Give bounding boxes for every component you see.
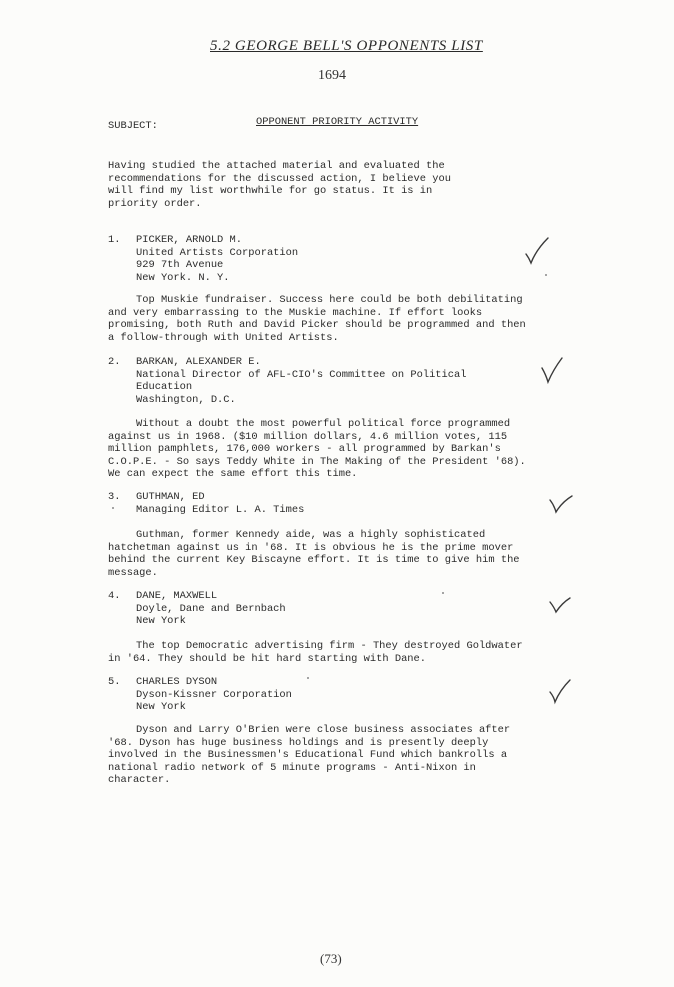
item-address [136, 676, 496, 714]
item-description [108, 418, 528, 481]
address-line: New York [136, 701, 186, 714]
description-text: Guthman, former Kennedy aide, was a highly sophisticated hatchetman against us in '68. It is obvious he is the prime mover behind the current Key Biscayne effort. It is time to give him the message. [108, 529, 520, 579]
check-mark-icon [548, 594, 574, 620]
item-description [108, 724, 528, 787]
address-line: 929 7th Avenue [136, 259, 224, 272]
description-text: Without a doubt the most powerful political force programmed against us in 1968. ($10 million dollars, 4.6 million votes, 115 million pamphlets, 176,000 workers - all programmed by Barkan's C.O.P.E. - So says Teddy White in The Making of the President '68). We can expect the same effort this time. [108, 418, 526, 481]
check-mark-icon [540, 358, 566, 384]
scan-speck [442, 592, 444, 594]
check-mark-icon [548, 680, 574, 706]
address-line: Education [136, 381, 193, 394]
description-text: Dyson and Larry O'Brien were close business associates after '68. Dyson has huge business holdings and is presently deeply involved in the Businessmen's Educational Fund which bankrolls a national radio network of 5 minute programs - Anti-Nixon in character. [108, 724, 511, 787]
description-text: Top Muskie fundraiser. Success here could be both debilitating and very embarrassing to the Muskie machine. If effort looks promising, both Ruth and David Picker should be programmed and then a follow-through with United Artists. [108, 294, 526, 344]
item-description [108, 529, 528, 579]
address-line: Washington, D.C. [136, 393, 236, 406]
item-address [136, 356, 496, 406]
scan-speck [545, 274, 547, 276]
item-number: 5. [108, 676, 121, 688]
check-mark-icon [548, 492, 574, 518]
item-name: DANE, MAXWELL [136, 590, 218, 602]
address-line: Managing Editor L. A. Times [136, 503, 305, 516]
document-number: 1694 [318, 68, 346, 83]
address-line: Dyson-Kissner Corporation [136, 688, 292, 701]
scan-speck [307, 677, 309, 679]
item-address [136, 234, 496, 284]
description-text: The top Democratic advertising firm - They destroyed Goldwater in '64. They should be hit hard starting with Dane. [108, 640, 523, 665]
section-title: 5.2 GEORGE BELL'S OPPONENTS LIST [210, 38, 483, 54]
item-number: 2. [108, 356, 121, 368]
item-description [108, 294, 528, 344]
item-address [136, 491, 496, 516]
address-line: National Director of AFL-CIO's Committee on Political [136, 368, 467, 381]
page-number: (73) [320, 951, 342, 966]
subject-value: OPPONENT PRIORITY ACTIVITY [256, 116, 419, 128]
item-number: 3. [108, 491, 121, 503]
item-name: GUTHMAN, ED [136, 491, 205, 503]
item-description [108, 640, 528, 665]
address-line: New York. N. Y. [136, 271, 230, 284]
item-name: PICKER, ARNOLD M. [136, 234, 243, 246]
intro-paragraph: Having studied the attached material and evaluated the recommendations for the discussed action, I believe you will find my list worthwhile for go status. It is in priority order. [108, 160, 451, 210]
item-name: BARKAN, ALEXANDER E. [136, 356, 261, 368]
address-line: United Artists Corporation [136, 246, 299, 259]
address-line: Doyle, Dane and Bernbach [136, 602, 286, 615]
address-line: New York [136, 615, 186, 628]
item-name: CHARLES DYSON [136, 676, 218, 688]
scan-speck [112, 507, 114, 509]
item-number: 1. [108, 234, 121, 246]
check-mark-icon [524, 238, 550, 264]
item-number: 4. [108, 590, 121, 602]
subject-label: SUBJECT: [108, 120, 158, 132]
item-address [136, 590, 496, 628]
